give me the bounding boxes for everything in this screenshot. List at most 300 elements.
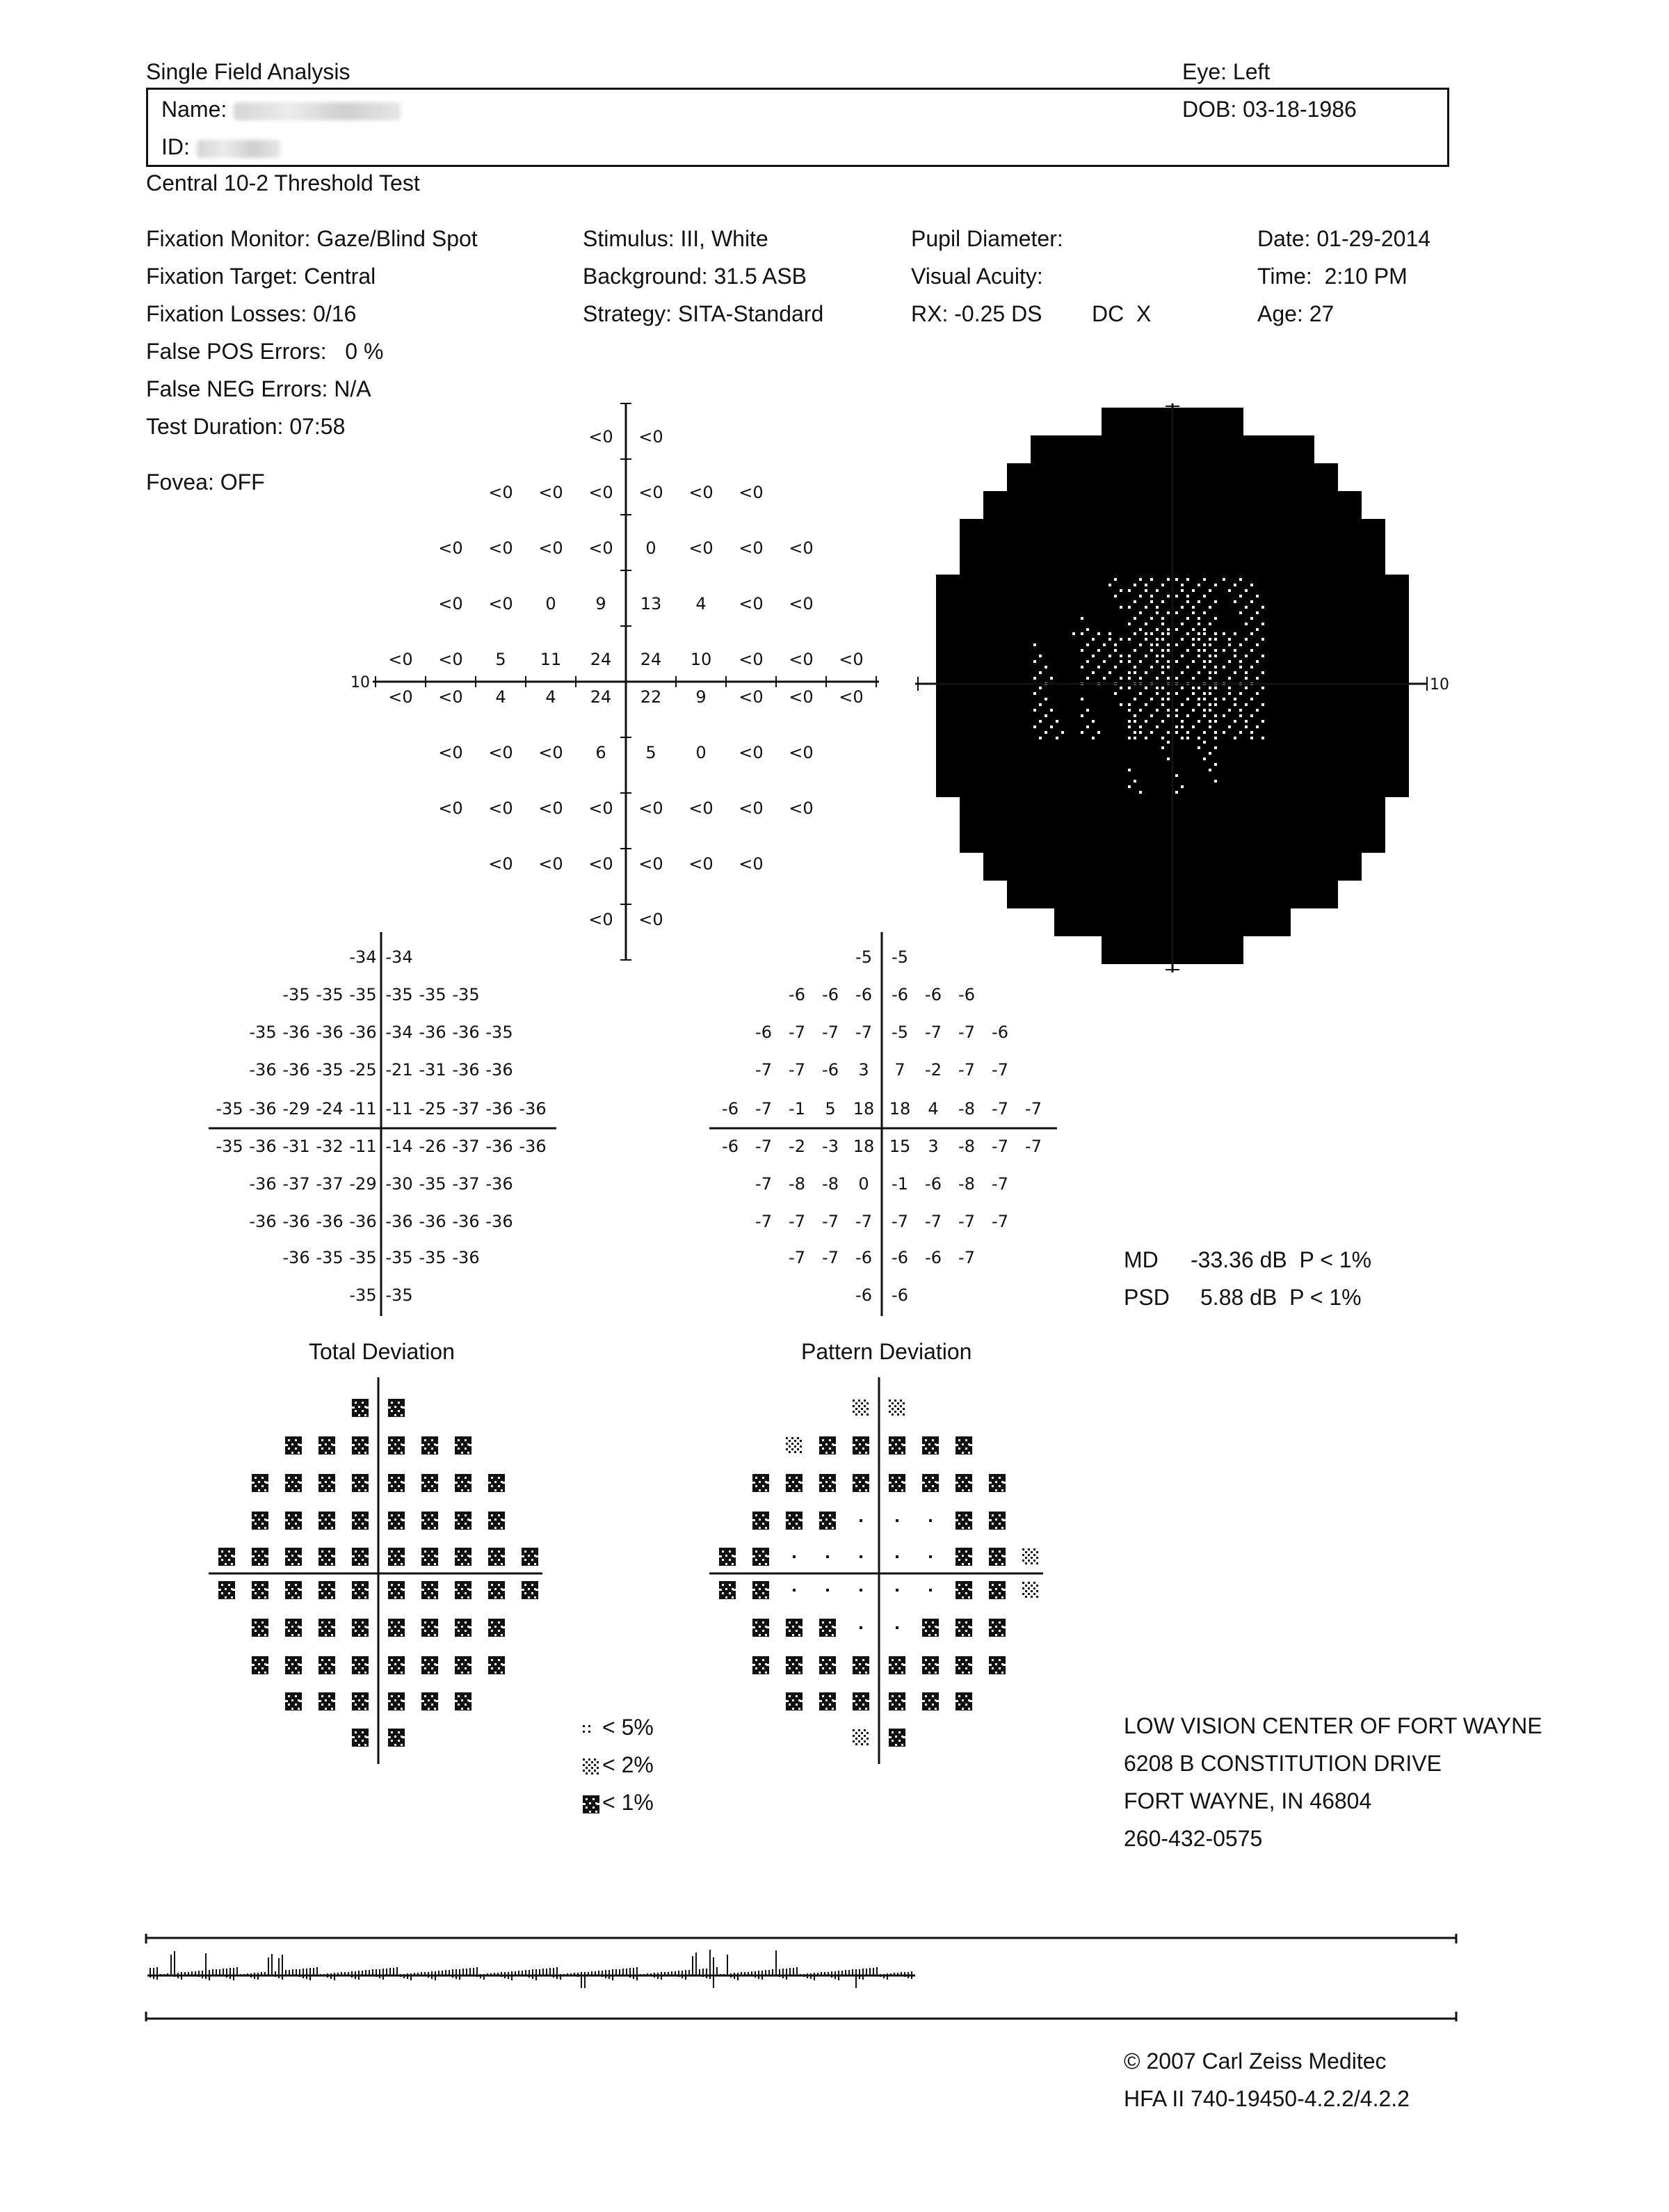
total-deviation-symbol [388,1399,405,1417]
total-deviation-symbol [388,1656,405,1674]
total-deviation-value: -35 [419,1174,446,1194]
dob-value: DOB: 03-18-1986 [1182,97,1357,122]
pattern-deviation-value: 18 [853,1137,875,1156]
threshold-value: <0 [739,483,764,502]
total-deviation-symbol [455,1474,471,1492]
threshold-value: 0 [645,538,656,558]
total-deviation-symbol [488,1548,505,1566]
total-deviation-symbol [455,1692,471,1710]
visual-acuity: Visual Acuity: [911,264,1043,289]
threshold-value: <0 [638,427,663,447]
grayscale-map [911,403,1449,974]
total-deviation-symbol [388,1692,405,1710]
total-deviation-symbol [252,1656,268,1674]
threshold-value: 4 [545,687,556,707]
pattern-deviation-symbol [819,1692,836,1710]
pattern-deviation-symbol [956,1436,972,1454]
threshold-value: <0 [488,799,513,818]
total-deviation-symbol [455,1656,471,1674]
pattern-deviation-symbol [889,1400,905,1416]
threshold-value: <0 [638,854,663,874]
threshold-value: 0 [545,594,556,614]
strategy: Strategy: SITA-Standard [583,301,824,326]
pattern-deviation-value: 7 [894,1060,905,1080]
total-deviation-value: -35 [349,1248,377,1267]
threshold-value: <0 [588,854,613,874]
total-deviation-value: -36 [452,1212,480,1231]
total-deviation-value: -35 [216,1099,243,1119]
threshold-value: <0 [588,799,613,818]
pattern-deviation-symbol [922,1474,939,1492]
pattern-deviation-symbol [922,1436,939,1454]
pattern-deviation-value: -8 [958,1099,975,1119]
total-deviation-symbol [388,1512,405,1530]
pattern-deviation-value: -7 [855,1023,872,1042]
clinic-address: 6208 B CONSTITUTION DRIVE [1124,1751,1442,1776]
total-deviation-value: -37 [452,1174,480,1194]
pattern-deviation-value: -7 [992,1212,1008,1231]
total-deviation-symbol [352,1436,369,1454]
pattern-deviation-value: -7 [958,1248,975,1267]
pattern-deviation-symbol [956,1548,972,1566]
pattern-deviation-symbol [989,1474,1006,1492]
total-deviation-symbol [252,1548,268,1566]
total-deviation-symbol [285,1581,302,1599]
pattern-deviation-value: -7 [892,1212,908,1231]
pattern-deviation-symbol [860,1555,862,1558]
pattern-deviation-symbol [922,1692,939,1710]
total-deviation-value: -35 [452,985,480,1004]
legend-p1-label: < 1% [602,1790,654,1815]
pattern-deviation-value: -5 [892,947,908,967]
threshold-value: <0 [638,483,663,502]
pattern-deviation-value: -7 [992,1137,1008,1156]
total-deviation-probability-plot [195,1377,584,1767]
pattern-deviation-value: -6 [722,1099,739,1119]
total-deviation-value: -35 [349,1285,377,1305]
threshold-value: <0 [739,854,764,874]
total-deviation-value: -35 [249,1023,277,1042]
threshold-value: <0 [488,594,513,614]
threshold-value: <0 [438,799,463,818]
pattern-deviation-symbol [889,1436,905,1454]
total-deviation-value: -36 [282,1248,310,1267]
pattern-deviation-value: -8 [789,1174,805,1194]
legend-p5-label: < 5% [602,1715,654,1740]
pattern-deviation-value: -1 [789,1099,805,1119]
pattern-deviation-symbol [889,1692,905,1710]
md-value: -33.36 dB P < 1% [1191,1247,1372,1272]
total-deviation-symbol [455,1581,471,1599]
threshold-value: <0 [438,687,463,707]
total-deviation-value: -36 [452,1248,480,1267]
threshold-value: <0 [438,594,463,614]
pattern-deviation-value: -7 [992,1060,1008,1080]
total-deviation-value: -35 [316,1248,344,1267]
pattern-deviation-symbol [929,1555,932,1558]
total-deviation-symbol [285,1474,302,1492]
total-deviation-symbol [285,1692,302,1710]
pattern-deviation-value: -7 [789,1248,805,1267]
pattern-deviation-value: 3 [928,1137,939,1156]
pattern-deviation-value: -7 [755,1137,772,1156]
threshold-value: <0 [438,538,463,558]
threshold-value: <0 [688,538,713,558]
pattern-deviation-symbol [752,1512,769,1530]
threshold-value: <0 [538,743,563,762]
threshold-value: <0 [789,743,814,762]
psd-label: PSD [1124,1285,1170,1310]
threshold-value: 5 [645,743,656,762]
test-duration: Test Duration: 07:58 [146,414,346,439]
total-deviation-value: -36 [485,1174,513,1194]
pattern-deviation-symbol [889,1729,905,1747]
total-deviation-symbol [388,1474,405,1492]
threshold-value: <0 [588,483,613,502]
pattern-deviation-value: -7 [958,1060,975,1080]
total-deviation-value: -36 [249,1060,277,1080]
pattern-deviation-symbol [826,1589,829,1592]
threshold-value: <0 [839,687,864,707]
pattern-deviation-symbol [793,1555,796,1558]
threshold-value: <0 [488,483,513,502]
pattern-deviation-symbol [786,1692,803,1710]
pattern-deviation-symbol [786,1437,802,1453]
name-label: Name: [161,96,401,122]
total-deviation-value: -36 [316,1023,344,1042]
total-deviation-symbol [319,1512,335,1530]
threshold-value: <0 [789,650,814,669]
pattern-deviation-symbol [752,1619,769,1637]
pattern-deviation-symbol [1022,1548,1038,1564]
total-deviation-value: -35 [419,985,446,1004]
total-deviation-symbol [421,1548,438,1566]
pattern-deviation-value: -2 [925,1060,942,1080]
pattern-deviation-value: -7 [755,1060,772,1080]
threshold-value: 9 [695,687,707,707]
pattern-deviation-value: -1 [892,1174,908,1194]
total-deviation-symbol [421,1436,438,1454]
total-deviation-symbol [252,1619,268,1637]
psd-value: 5.88 dB P < 1% [1200,1285,1362,1310]
pattern-deviation-value: -7 [755,1174,772,1194]
total-deviation-value: -32 [316,1137,344,1156]
threshold-value: <0 [538,854,563,874]
total-deviation-symbol [218,1581,235,1599]
pattern-deviation-symbol [1022,1582,1038,1598]
pattern-deviation-symbol [956,1619,972,1637]
threshold-map [348,390,904,974]
pattern-deviation-value: 18 [853,1099,875,1119]
total-deviation-value: -11 [349,1137,377,1156]
pattern-deviation-symbol [889,1474,905,1492]
threshold-value: 24 [640,650,662,669]
threshold-value: <0 [438,650,463,669]
total-deviation-symbol [285,1548,302,1566]
total-deviation-values [195,932,584,1322]
total-deviation-value: -29 [282,1099,310,1119]
pattern-deviation-symbol [889,1656,905,1674]
grayscale-axis-label: 10 [1430,676,1449,694]
pattern-deviation-symbol [989,1548,1006,1566]
pattern-deviation-symbol [929,1589,932,1592]
threshold-value: <0 [588,427,613,447]
legend-symbol-p5 [583,1725,590,1733]
pattern-deviation-symbol [896,1626,898,1629]
pattern-deviation-value: -7 [789,1212,805,1231]
pattern-deviation-value: 4 [928,1099,939,1119]
pattern-deviation-symbol [819,1656,836,1674]
total-deviation-value: -36 [282,1060,310,1080]
pattern-deviation-value: -7 [992,1174,1008,1194]
threshold-value: <0 [488,743,513,762]
pattern-deviation-value: -5 [892,1023,908,1042]
total-deviation-symbol [352,1692,369,1710]
threshold-value: 24 [590,687,612,707]
pattern-deviation-symbol [989,1656,1006,1674]
pattern-deviation-symbol [853,1692,869,1710]
total-deviation-symbol [455,1619,471,1637]
total-deviation-value: -36 [349,1212,377,1231]
total-deviation-symbol [252,1581,268,1599]
total-deviation-symbol [522,1581,538,1599]
pattern-deviation-value: -6 [892,1248,908,1267]
total-deviation-value: -36 [519,1137,547,1156]
software-version: HFA II 740-19450-4.2.2/4.2.2 [1124,2086,1410,2111]
pattern-deviation-value: -7 [958,1023,975,1042]
pattern-deviation-value: -6 [958,985,975,1004]
total-deviation-symbol [319,1619,335,1637]
threshold-value: <0 [789,594,814,614]
pattern-deviation-symbol [989,1512,1006,1530]
threshold-value: <0 [739,594,764,614]
pattern-deviation-probability-plot [695,1377,1085,1767]
total-deviation-symbol [352,1581,369,1599]
total-deviation-value: -25 [419,1099,446,1119]
pattern-deviation-symbol [922,1656,939,1674]
pattern-deviation-symbol [786,1619,803,1637]
stimulus: Stimulus: III, White [583,226,768,251]
threshold-value: <0 [688,854,713,874]
total-deviation-value: -11 [349,1099,377,1119]
total-deviation-value: -36 [282,1023,310,1042]
pattern-deviation-symbol [719,1581,736,1599]
total-deviation-value: -36 [249,1174,277,1194]
total-deviation-value: -35 [216,1137,243,1156]
total-deviation-value: -36 [249,1137,277,1156]
fixation-target: Fixation Target: Central [146,264,376,289]
pattern-deviation-symbol [896,1519,898,1522]
legend-p1-symbol [583,1795,599,1813]
total-deviation-symbol [285,1619,302,1637]
pattern-deviation-value: -7 [755,1099,772,1119]
pattern-deviation-value: -6 [892,985,908,1004]
pattern-deviation-value: -6 [855,1285,872,1305]
total-deviation-symbol [319,1692,335,1710]
total-deviation-value: -36 [249,1212,277,1231]
total-deviation-value: -37 [452,1099,480,1119]
pattern-deviation-symbol [819,1512,836,1530]
gaze-tracking-strip [145,1934,1466,2031]
pattern-deviation-symbol [786,1512,803,1530]
pattern-deviation-symbol [956,1512,972,1530]
total-deviation-symbol [252,1512,268,1530]
pattern-deviation-value: -5 [855,947,872,967]
pattern-deviation-value: -7 [925,1212,942,1231]
clinic-name: LOW VISION CENTER OF FORT WAYNE [1124,1713,1542,1738]
total-deviation-symbol [488,1656,505,1674]
total-deviation-value: -36 [316,1212,344,1231]
total-deviation-symbol [522,1548,538,1566]
total-deviation-value: -31 [419,1060,446,1080]
pattern-deviation-value: -6 [855,985,872,1004]
total-deviation-value: -35 [485,1023,513,1042]
fovea: Fovea: OFF [146,470,265,495]
threshold-value: 13 [640,594,662,614]
total-deviation-value: -34 [385,947,413,967]
clinic-city: FORT WAYNE, IN 46804 [1124,1788,1372,1813]
pattern-deviation-symbol [853,1474,869,1492]
patient-age: Age: 27 [1257,301,1335,326]
pattern-deviation-value: -6 [925,1174,942,1194]
pattern-deviation-symbol [860,1589,862,1592]
total-deviation-symbol [352,1619,369,1637]
pattern-deviation-symbol [819,1619,836,1637]
threshold-value: <0 [688,799,713,818]
legend-symbol-p1 [583,1795,599,1813]
total-deviation-symbol [352,1548,369,1566]
threshold-value: 22 [640,687,662,707]
pattern-deviation-value: -7 [789,1023,805,1042]
pattern-deviation-value: -7 [855,1212,872,1231]
total-deviation-symbol [319,1548,335,1566]
pattern-deviation-value: -8 [958,1174,975,1194]
total-deviation-value: -35 [385,1285,413,1305]
total-deviation-symbol [455,1512,471,1530]
total-deviation-value: -21 [385,1060,413,1080]
total-deviation-value: -35 [316,985,344,1004]
threshold-value: <0 [739,538,764,558]
total-deviation-value: -36 [485,1099,513,1119]
rx-value: RX: -0.25 DS [911,301,1042,326]
total-deviation-symbol [388,1581,405,1599]
pattern-deviation-symbol [752,1548,769,1566]
pattern-deviation-symbol [956,1581,972,1599]
total-deviation-symbol [421,1619,438,1637]
background: Background: 31.5 ASB [583,264,807,289]
total-deviation-value: -31 [282,1137,310,1156]
threshold-value: <0 [739,799,764,818]
total-deviation-symbol [319,1581,335,1599]
pattern-deviation-symbol [793,1589,796,1592]
pattern-deviation-value: -7 [992,1099,1008,1119]
threshold-value: <0 [538,799,563,818]
threshold-value: 9 [595,594,606,614]
pattern-deviation-value: -6 [925,985,942,1004]
legend-symbol-p2 [583,1758,599,1774]
total-deviation-symbol [319,1436,335,1454]
threshold-value: 6 [595,743,606,762]
total-deviation-value: -36 [419,1212,446,1231]
total-deviation-symbol [488,1581,505,1599]
test-date: Date: 01-29-2014 [1257,226,1431,251]
total-deviation-value: -36 [249,1099,277,1119]
pattern-deviation-value: -6 [822,1060,839,1080]
pattern-deviation-symbol [786,1474,803,1492]
pattern-deviation-title: Pattern Deviation [801,1339,972,1364]
pattern-deviation-symbol [853,1436,869,1454]
total-deviation-value: -29 [349,1174,377,1194]
total-deviation-symbol [319,1656,335,1674]
total-deviation-value: -35 [385,1248,413,1267]
pattern-deviation-value: -7 [1025,1137,1042,1156]
pattern-deviation-symbol [752,1656,769,1674]
pupil-diameter: Pupil Diameter: [911,226,1063,251]
total-deviation-value: -37 [452,1137,480,1156]
pattern-deviation-value: -6 [822,985,839,1004]
total-deviation-value: -34 [349,947,377,967]
pattern-deviation-symbol [989,1581,1006,1599]
false-pos-errors: False POS Errors: 0 % [146,339,384,364]
pattern-deviation-symbol [956,1692,972,1710]
pattern-deviation-value: 15 [889,1137,911,1156]
threshold-value: <0 [438,743,463,762]
pattern-deviation-symbol [853,1400,869,1416]
pattern-deviation-symbol [819,1474,836,1492]
pattern-deviation-value: -6 [992,1023,1008,1042]
copyright: © 2007 Carl Zeiss Meditec [1124,2049,1387,2074]
redacted-name [234,102,401,120]
total-deviation-value: -36 [282,1212,310,1231]
pattern-deviation-symbol [826,1555,829,1558]
threshold-value: <0 [638,910,663,929]
threshold-value: <0 [488,538,513,558]
md-label: MD [1124,1247,1159,1272]
pattern-deviation-symbol [752,1474,769,1492]
threshold-value: 10 [690,650,712,669]
pattern-deviation-values [695,932,1085,1322]
pattern-deviation-symbol [922,1619,939,1637]
test-time: Time: 2:10 PM [1257,264,1408,289]
total-deviation-symbol [388,1729,405,1747]
total-deviation-symbol [319,1474,335,1492]
clinic-phone: 260-432-0575 [1124,1826,1263,1851]
total-deviation-symbol [285,1512,302,1530]
threshold-value: <0 [388,687,413,707]
total-deviation-value: -37 [282,1174,310,1194]
pattern-deviation-value: -2 [789,1137,805,1156]
total-deviation-symbol [421,1474,438,1492]
pattern-deviation-symbol [956,1656,972,1674]
pattern-deviation-value: 0 [858,1174,869,1194]
total-deviation-value: -36 [519,1099,547,1119]
threshold-value: <0 [739,687,764,707]
redacted-id [197,140,280,158]
pattern-deviation-value: -7 [925,1023,942,1042]
total-deviation-symbol [352,1399,369,1417]
pattern-deviation-symbol [860,1519,862,1522]
pattern-deviation-value: -6 [722,1137,739,1156]
pattern-deviation-symbol [786,1656,803,1674]
total-deviation-symbol [455,1548,471,1566]
total-deviation-symbol [388,1436,405,1454]
pattern-deviation-symbol [819,1436,836,1454]
total-deviation-value: -35 [316,1060,344,1080]
total-deviation-value: -36 [419,1023,446,1042]
pattern-deviation-value: -8 [822,1174,839,1194]
threshold-value: <0 [538,538,563,558]
total-deviation-value: -36 [485,1060,513,1080]
